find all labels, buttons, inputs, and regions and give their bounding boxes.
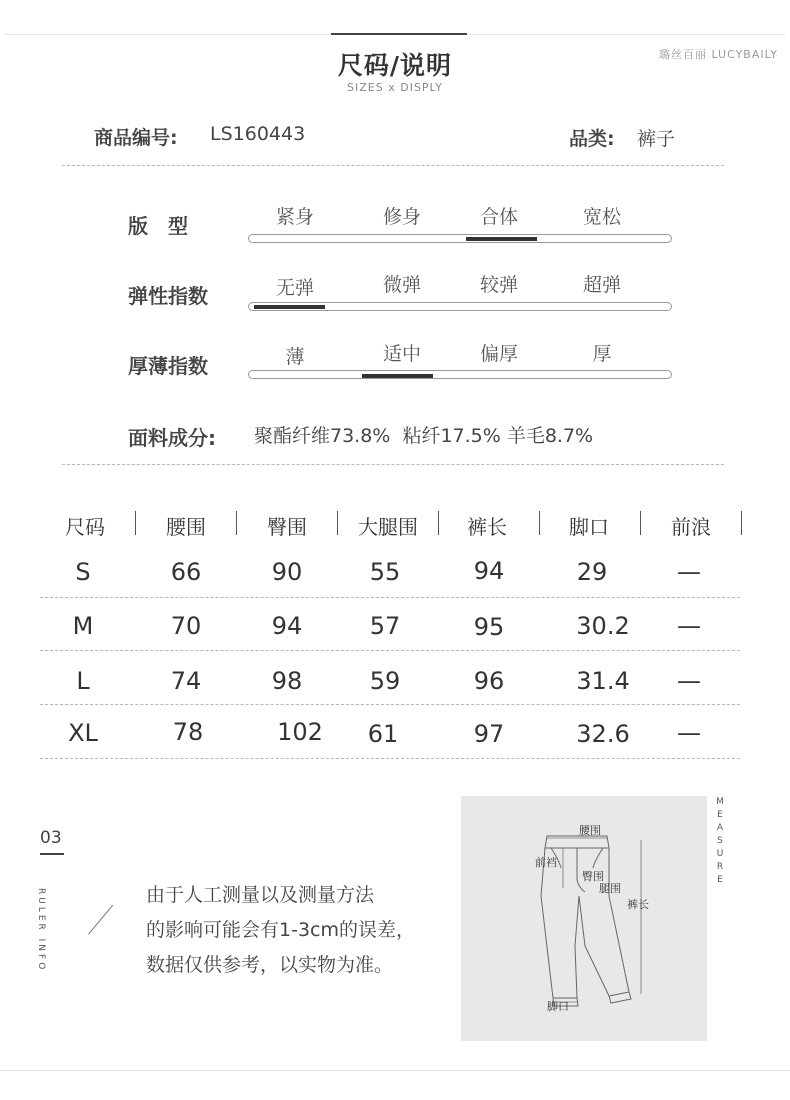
category-label: 品类: [569, 128, 615, 150]
diagram-label-hip: 臀围 [582, 870, 604, 883]
cell-waist: 70 [170, 612, 202, 640]
note-line-2: 的影响可能会有1-3cm的误差， [146, 919, 415, 941]
thickness-option-thick: 厚 [592, 343, 612, 365]
elasticity-option-super: 超弹 [582, 274, 621, 296]
cell-waist: 78 [172, 718, 204, 746]
elasticity-label: 弹性指数 [128, 284, 208, 308]
elasticity-option-medium: 较弹 [479, 274, 518, 296]
diagram-label-thigh: 腿围 [599, 882, 621, 895]
elasticity-option-slight: 微弹 [382, 274, 421, 296]
table-header-thigh: 大腿围 [358, 515, 418, 539]
thickness-option-thick-ish: 偏厚 [479, 343, 518, 365]
cell-hem: 31.4 [576, 667, 630, 695]
cell-hip: 90 [271, 558, 303, 586]
fit-option-tight: 紧身 [275, 206, 314, 228]
category-value: 裤子 [637, 128, 676, 150]
measure-diagram [461, 796, 707, 1041]
cell-length: 97 [473, 720, 505, 748]
cell-waist: 66 [170, 558, 202, 586]
header-separator [236, 511, 237, 535]
diagram-label-hem: 脚口 [547, 1000, 569, 1013]
slash-icon [88, 905, 113, 935]
cell-hem: 30.2 [576, 612, 630, 640]
divider [62, 165, 724, 166]
cell-hip: 98 [271, 667, 303, 695]
row-divider [40, 758, 740, 759]
cell-front-rise: — [677, 558, 701, 586]
cell-thigh: 57 [369, 612, 401, 640]
table-header-waist: 腰围 [166, 515, 206, 539]
cell-thigh: 55 [369, 558, 401, 586]
diagram-label-front-rise: 前裆 [535, 856, 557, 869]
fit-option-loose: 宽松 [582, 206, 621, 228]
diagram-label-length: 裤长 [627, 898, 649, 911]
table-header-hip: 臀围 [267, 515, 307, 539]
fit-option-slim: 修身 [382, 206, 421, 228]
cell-thigh: 61 [367, 720, 399, 748]
section-number: 03 [40, 828, 62, 848]
header-separator [539, 511, 540, 535]
note-line-1: 由于人工测量以及测量方法 [146, 884, 375, 906]
fabric-label: 面料成分: [128, 426, 216, 450]
thickness-indicator [362, 374, 433, 378]
thickness-option-moderate: 适中 [382, 343, 421, 365]
cell-size: XL [68, 719, 98, 747]
cell-front-rise: — [677, 612, 701, 640]
header-separator [438, 511, 439, 535]
thickness-track [248, 370, 672, 379]
section-number-underline [40, 853, 64, 855]
cell-thigh: 59 [369, 667, 401, 695]
fit-indicator [466, 237, 537, 241]
note-line-3: 数据仅供参考，以实物为准。 [146, 954, 394, 976]
fit-label: 版 型 [128, 214, 188, 238]
measure-vertical-label: MEASURE [716, 797, 724, 885]
elasticity-option-none: 无弹 [275, 277, 314, 299]
table-header-hem: 脚口 [569, 515, 609, 539]
cell-length: 94 [473, 557, 505, 585]
row-divider [40, 704, 740, 705]
header-separator [640, 511, 641, 535]
table-header-size: 尺码 [65, 515, 105, 539]
brand-name: 璐丝百丽 LUCYBAILY [658, 48, 778, 61]
cell-waist: 74 [170, 667, 202, 695]
page-title: 尺码/说明 [337, 51, 453, 80]
cell-front-rise: — [677, 667, 701, 695]
table-header-front-rise: 前浪 [671, 515, 711, 539]
row-divider [40, 597, 740, 598]
cell-front-rise: — [677, 719, 701, 747]
thickness-label: 厚薄指数 [128, 354, 208, 378]
fabric-value: 聚酯纤维73.8% 粘纤17.5% 羊毛8.7% [254, 425, 594, 447]
row-divider [40, 650, 740, 651]
fit-option-regular: 合体 [479, 206, 518, 228]
fit-track [248, 234, 672, 243]
cell-length: 95 [473, 613, 505, 641]
header-separator [337, 511, 338, 535]
bottom-rule [0, 1070, 790, 1071]
pants-diagram-icon [461, 796, 707, 1041]
title-accent-bar [331, 33, 467, 35]
product-code-label: 商品编号: [94, 127, 178, 149]
cell-length: 96 [473, 667, 505, 695]
cell-hem: 29 [576, 558, 608, 586]
cell-size: M [72, 612, 94, 640]
table-header-length: 裤长 [467, 515, 507, 539]
cell-size: S [75, 558, 91, 586]
cell-hip: 94 [271, 612, 303, 640]
cell-hip: 102 [277, 718, 323, 746]
thickness-option-thin: 薄 [285, 346, 305, 368]
product-code-value: LS160443 [210, 123, 306, 145]
ruler-info-label: RULER INFO [36, 888, 46, 973]
diagram-label-waist: 腰围 [579, 824, 601, 837]
header-separator [135, 511, 136, 535]
divider [62, 464, 724, 465]
page-subtitle: SIZES x DISPLY [347, 81, 443, 94]
cell-size: L [76, 667, 90, 695]
elasticity-indicator [254, 305, 325, 309]
cell-hem: 32.6 [576, 720, 630, 748]
header-separator [741, 511, 742, 535]
